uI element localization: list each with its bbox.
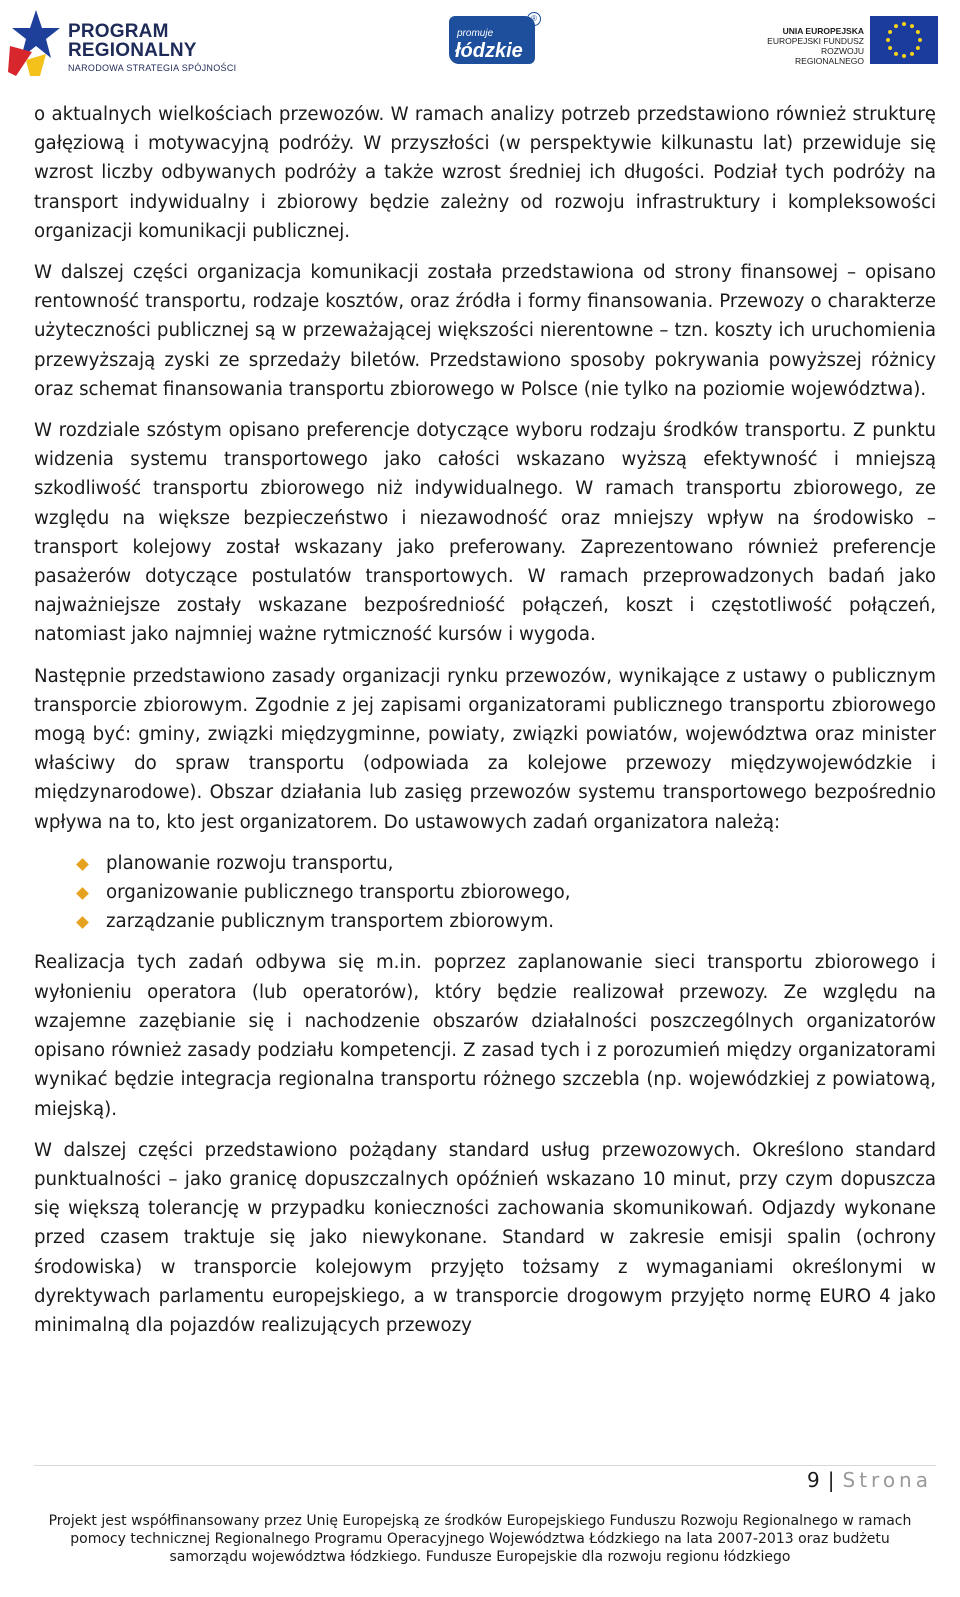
funding-line: samorządu województwa łódzkiego. Fundusze Europejskie dla rozwoju regionu łódzkiego [169, 1549, 791, 1565]
page-number-separator: | [827, 1468, 835, 1492]
list-item [34, 907, 936, 936]
diamond-bullet-icon [76, 858, 89, 871]
list-item-text: zarządzanie publicznym transportem zbiorowym. [106, 911, 555, 933]
eu-flag-icon [870, 16, 938, 64]
paragraph: Następnie przedstawiono zasady organizacji rynku przewozów, wynikające z ustawy o publicznym transporcie zbiorowym. Zgodnie z jej zapisami organizatorami publicznego transportu zbiorowego mogą być: gminy, związki międzygminne, powiaty, związki powiatów, województwa oraz minister właściwy do spraw transportu (odpowiada za kolejowe przewozy międzywojewódzkie i międzynarodowe). Obszar działania lub zasięg przewozów systemu transportowego bezpośrednio wpływa na to, kto jest organizatorem. Do ustawowych zadań organizatora należą: [34, 665, 936, 833]
funding-line: pomocy technicznej Regionalnego Programu Operacyjnego Województwa Łódzkiego na lata 2007-2013 oraz budżetu [70, 1531, 890, 1547]
paragraph: W dalszej części organizacja komunikacji została przedstawiona od strony finansowej – opisano rentowność transportu, rodzaje kosztów, oraz źródła i formy finansowania. Przewozy o charakterze użyteczności publicznej są w przeważającej większości nierentowne – tzn. koszty ich uruchomienia przewyższają zyski ze sprzedaży biletów. Przedstawiono sposoby pokrywania powyższej różnicy oraz schemat finansowania transportu zbiorowego w Polsce (nie tylko na poziomie województwa). [34, 262, 936, 400]
lodzkie-logo-small: promuje [457, 28, 494, 39]
lodzkie-logo-big: łódzkie [455, 40, 523, 62]
program-regionalny-logo [6, 6, 246, 78]
list-item [34, 849, 936, 878]
program-logo-line2: REGIONALNY [68, 40, 197, 61]
diamond-bullet-icon [76, 916, 89, 929]
organizer-tasks-list [34, 849, 936, 937]
program-logo-line3: NARODOWA STRATEGIA SPÓJNOŚCI [68, 63, 237, 73]
list-item [34, 878, 936, 907]
paragraph: W rozdziale szóstym opisano preferencje dotyczące wyboru rodzaju środków transportu. Z punktu widzenia systemu transportowego jako całości wskazano wyższą efektywność i mniejszą szkodliwość transportu zbiorowego niż indywidualnego. W ramach transportu zbiorowego, ze względu na większe bezpieczeństwo i niezawodność oraz mniejszy wpływ na środowisko – transport kolejowy został wskazany jako preferowany. Zaprezentowano również preferencje pasażerów dotyczące postulatów transportowych. W ramach przeprowadzonych badań jako najważniejsze zostały wskazane bezpośredniość połączeń, koszt i częstotliwość połączeń, natomiast jako najmniej ważne rytmiczność kursów i wygoda. [34, 420, 936, 646]
page-number [807, 1468, 932, 1492]
promuje-lodzkie-logo [449, 12, 541, 66]
eu-logo-text [754, 26, 864, 66]
paragraph: o aktualnych wielkościach przewozów. W ramach analizy potrzeb przedstawiono również strukturę gałęziową i motywacyjną podróży. W przyszłości (w perspektywie kilkunastu lat) przewiduje się wzrost liczby odbywanych podróży a także wzrost średniej ich długości. Podział tych podróży na transport indywidualny i zbiorowy będzie zależny od rozwoju infrastruktury i kompleksowości organizacji komunikacji publicznej. [34, 104, 936, 242]
page-header [0, 0, 960, 80]
list-item-text: organizowanie publicznego transportu zbiorowego, [106, 882, 571, 904]
paragraph: W dalszej części przedstawiono pożądany standard usług przewozowych. Określono standard punktualności – jako granicę dopuszczalnych opóźnień wskazano 10 minut, przy czym dopuszcza się większą tolerancję w przypadku konieczności zachowania skomunikowań. Odjazdy wykonane przed czasem traktuje się jako niewykonane. Standard w zakresie emisji spalin (ochrony środowiska) w transporcie kolejowym przyjęto tożsamy z wymaganiami określonymi w dyrektywach parlamentu europejskiego, a w transporcie drogowym przyjęto normę EURO 4 jako minimalną dla pojazdów realizujących przewozy [34, 1139, 936, 1336]
page-number-value: 9 [807, 1468, 820, 1492]
document-body [34, 100, 936, 1352]
eu-logo-line2: EUROPEJSKI FUNDUSZ [767, 36, 864, 46]
program-logo-line1: PROGRAM [68, 21, 169, 42]
program-logo-text [68, 22, 236, 74]
lodzkie-logo-box [449, 16, 535, 64]
paragraph: Realizacja tych zadań odbywa się m.in. poprzez zaplanowanie sieci transportu zbiorowego i wyłonieniu operatora (lub operatorów), który będzie realizował przewozy. Ze względu na wzajemne zazębianie się i nachodzenie obszarów działalności poszczególnych organizatorów opisano również zasady podziału kompetencji. Z zasad tych i z porozumień między organizatorami wynikać będzie integracja regionalna transportu różnego szczebla (np. wojewódzkiej z powiatową, miejską). [34, 952, 936, 1120]
eu-logo-line3: ROZWOJU REGIONALNEGO [795, 46, 864, 66]
funding-line: Projekt jest współfinansowany przez Unię Europejską ze środków Europejskiego Funduszu Rozwoju Regionalnego w ramach [48, 1513, 912, 1529]
star-swoosh-icon [6, 6, 62, 78]
eu-logo-line1: UNIA EUROPEJSKA [782, 26, 864, 36]
eu-fund-logo [754, 16, 940, 66]
footer-divider [34, 1465, 936, 1466]
list-item-text: planowanie rozwoju transportu, [106, 852, 394, 874]
diamond-bullet-icon [76, 887, 89, 900]
funding-footer [30, 1512, 930, 1566]
registered-mark-icon: ® [527, 12, 541, 26]
page-word: Strona [842, 1468, 932, 1492]
